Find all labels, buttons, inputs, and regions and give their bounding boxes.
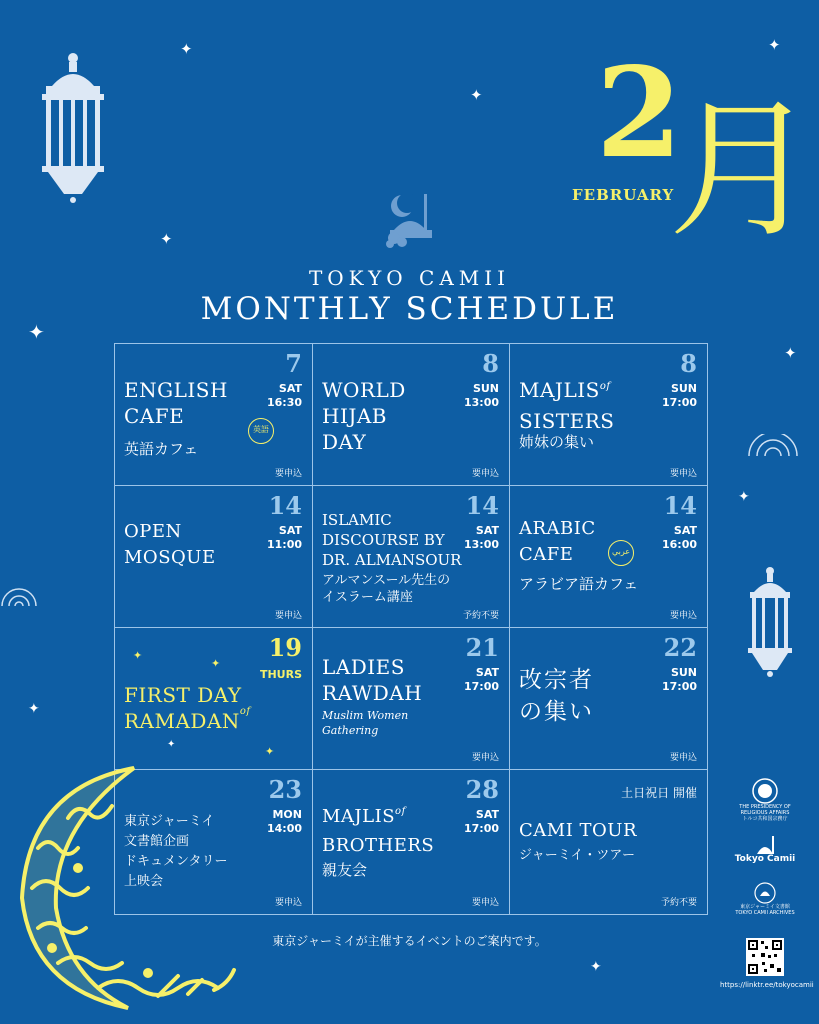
arabic-badge-icon: عربي	[608, 540, 634, 566]
event-date: 28	[465, 775, 499, 804]
event-date: 14	[465, 491, 499, 520]
event-time: 16:00	[661, 538, 697, 551]
event-time: 13:00	[463, 396, 499, 409]
page-title: MONTHLY SCHEDULE	[200, 291, 619, 327]
event-time: 13:00	[463, 538, 499, 551]
event-date: 8	[482, 349, 499, 378]
event-cell-majlis-of-sisters	[510, 344, 707, 486]
event-title: $MAJLIS^{of}$ SISTERS	[519, 378, 615, 433]
presidency-logo-icon	[752, 778, 778, 804]
lantern-icon	[746, 566, 794, 678]
event-title: FIRST DAY $RAMADAN^{of}$	[124, 683, 251, 733]
event-title: ARABIC CAFE	[519, 518, 596, 565]
event-title: WORLD HIJAB DAY	[322, 378, 406, 454]
event-title-ja: アラビア語カフェ	[519, 575, 639, 593]
event-note: 予約不要	[660, 898, 697, 908]
brand-name: TOKYO CAMII	[308, 266, 511, 290]
presidency-caption: THE PRESIDENCY OF RELIGIOUS AFFAIRS トルコ共和国宗務庁	[739, 804, 791, 822]
event-title-ja: 東京ジャーミイ 文書館企画 ドキュメンタリー 上映会	[124, 814, 228, 889]
event-title-ja: 英語カフェ	[124, 440, 199, 458]
month-english: FEBRUARY	[572, 186, 675, 204]
event-day: SAT	[673, 524, 697, 537]
event-date: 19	[268, 633, 302, 662]
event-cell-arabic-cafe	[510, 486, 707, 628]
sparkle-icon: ✦	[28, 320, 45, 344]
event-title: ENGLISH CAFE	[124, 378, 228, 428]
sparkle-icon: ✦	[265, 745, 275, 758]
month-kanji: 月	[668, 84, 819, 258]
archives-caption: 東京ジャーミイ文書館 TOKYO CAMII ARCHIVES	[735, 904, 795, 916]
event-day: SAT	[475, 524, 499, 537]
tokyo-camii-logo-icon	[753, 836, 777, 854]
event-cell-islamic-discourse	[313, 486, 510, 628]
cloud-wave-icon	[745, 434, 801, 458]
event-cell-world-hijab-day	[313, 344, 510, 486]
event-cell-ladies-rawdah	[313, 628, 510, 770]
archives-logo-icon	[754, 882, 776, 904]
event-time: 17:00	[463, 680, 499, 693]
event-date: 14	[663, 491, 697, 520]
event-cell-first-day-of-ramadan	[115, 628, 313, 770]
event-note: 要申込	[669, 469, 697, 479]
event-subtitle: Muslim Women Gathering	[322, 709, 409, 737]
event-title-ja: 改宗者 の集い	[519, 667, 594, 725]
sparkle-icon: ✦	[768, 36, 781, 54]
event-note: 要申込	[669, 753, 697, 763]
sparkle-icon: ✦	[738, 489, 750, 505]
event-date: 8	[680, 349, 697, 378]
tokyo-camii-logo-text: Tokyo Camii	[734, 854, 796, 864]
event-day: SUN	[670, 382, 697, 395]
logo-column	[730, 778, 800, 976]
event-cell-open-mosque	[115, 486, 313, 628]
event-title: $MAJLIS^{of}$ BROTHERS	[322, 806, 435, 856]
event-note: 要申込	[274, 469, 302, 479]
event-time: 11:00	[266, 538, 302, 551]
event-cell-majlis-of-brothers	[313, 770, 510, 914]
qr-code-icon	[746, 938, 784, 976]
event-cell-cami-tour	[510, 770, 707, 914]
sparkle-icon: ✦	[167, 739, 176, 750]
sparkle-icon: ✦	[211, 657, 221, 670]
event-time: 14:00	[266, 822, 302, 835]
event-time: 17:00	[463, 822, 499, 835]
event-title-ja: ジャーミイ・ツアー	[519, 848, 635, 863]
event-date: 14	[268, 491, 302, 520]
event-title-ja: アルマンスール先生の イスラーム講座	[322, 573, 451, 605]
sparkle-icon: ✦	[160, 230, 173, 248]
lantern-icon	[38, 52, 108, 204]
event-title: ISLAMIC DISCOURSE BY DR. ALMANSOUR	[322, 511, 462, 569]
cloud-wave-icon	[0, 588, 38, 608]
event-time: 16:30	[266, 396, 302, 409]
event-note: 要申込	[471, 898, 499, 908]
event-title-ja: 姉妹の集い	[519, 433, 595, 451]
event-title-ja: 親友会	[322, 861, 368, 879]
link-url[interactable]: https://linktr.ee/tokyocamii	[720, 981, 814, 989]
event-day: SAT	[475, 666, 499, 679]
event-day: SAT	[475, 808, 499, 821]
event-day: MON	[272, 808, 302, 821]
sparkle-icon: ✦	[470, 86, 483, 104]
event-note: 要申込	[669, 611, 697, 621]
event-day: SUN	[670, 666, 697, 679]
sparkle-icon: ✦	[180, 40, 193, 58]
event-note: 要申込	[471, 753, 499, 763]
ramadan-crescent-calligraphy-icon	[8, 758, 254, 1020]
event-time: 17:00	[661, 396, 697, 409]
event-time: 17:00	[661, 680, 697, 693]
event-note: 要申込	[471, 469, 499, 479]
sparkle-icon: ✦	[28, 701, 40, 717]
sparkle-icon: ✦	[133, 649, 143, 662]
event-cell-english-cafe	[115, 344, 313, 486]
sparkle-icon: ✦	[590, 959, 602, 975]
event-title: LADIES RAWDAH	[322, 655, 423, 705]
event-date: 22	[663, 633, 697, 662]
event-day: SUN	[472, 382, 499, 395]
event-title: CAMI TOUR	[519, 820, 638, 841]
event-date: 23	[268, 775, 302, 804]
event-date: 21	[465, 633, 499, 662]
event-day: THURS	[259, 668, 302, 681]
event-note: 予約不要	[462, 611, 499, 621]
event-title: OPEN MOSQUE	[124, 521, 216, 568]
event-schedule-note: 土日祝日 開催	[621, 786, 697, 800]
event-note: 要申込	[274, 898, 302, 908]
english-badge-icon: 英語	[248, 418, 274, 444]
footer-note: 東京ジャーミイが主催するイベントのご案内です。	[272, 934, 547, 948]
event-date: 7	[285, 349, 302, 378]
event-day: SAT	[278, 382, 302, 395]
event-day: SAT	[278, 524, 302, 537]
event-cell-convert-gathering	[510, 628, 707, 770]
mosque-logo-icon	[382, 190, 440, 248]
month-number: 2	[596, 41, 683, 186]
event-note: 要申込	[274, 611, 302, 621]
sparkle-icon: ✦	[784, 344, 797, 362]
